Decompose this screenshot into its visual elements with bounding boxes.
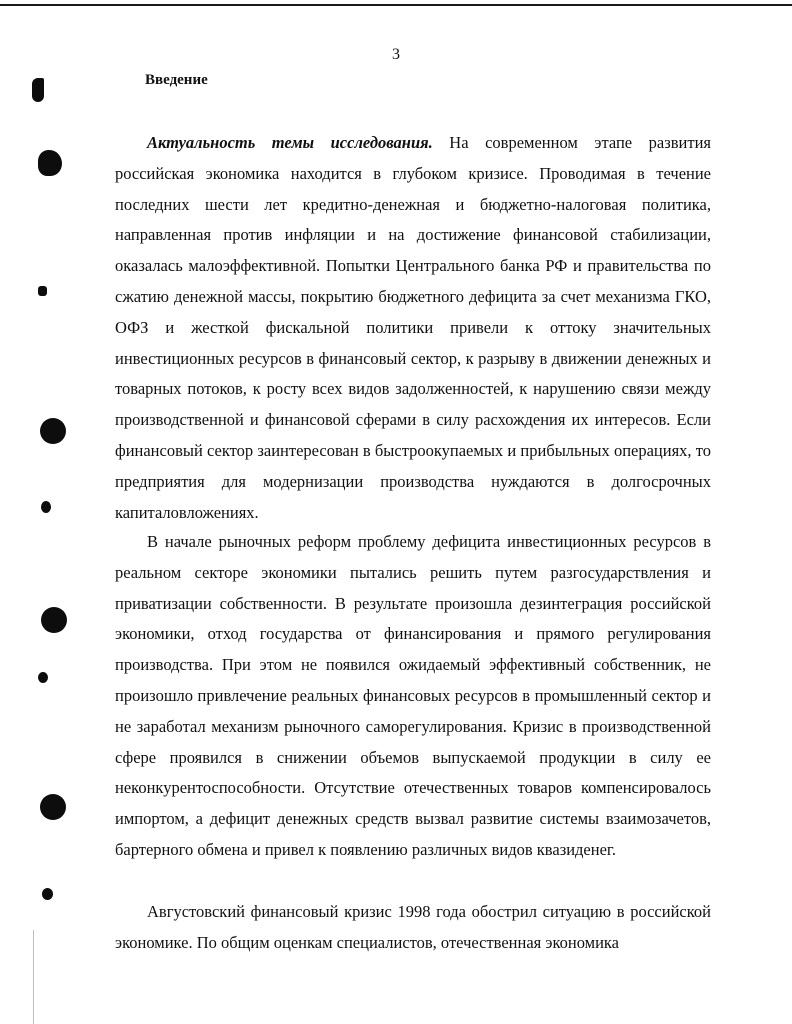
scan-mark-4 bbox=[38, 672, 48, 683]
paragraph-1 bbox=[115, 128, 711, 528]
scan-mark-2 bbox=[38, 286, 47, 296]
page-number: 3 bbox=[392, 46, 400, 63]
paragraph-1-lead: Актуальность темы исследования. bbox=[147, 133, 433, 152]
scan-top-border bbox=[0, 4, 792, 6]
scan-mark-top bbox=[32, 78, 44, 102]
paragraph-2-text: В начале рыночных реформ проблему дефицита инвестиционных ресурсов в реальном секторе экономики пытались решить путем разгосударствления и приватизации собственности. В результате произошла дезинтеграция российской экономики, отход государства от финансирования и прямого регулирования производства. При этом не появился ожидаемый эффективный собственник, не произошло привлечение реальных финансовых ресурсов в промышленный сектор и не заработал механизм рыночного саморегулирования. Кризис в производственной сфере проявился в снижении объемов выпускаемой продукции в силу ее неконкурентоспособности. Отсутствие отечественных товаров компенсировалось импортом, а дефицит денежных средств вызвал развитие системы взаимозачетов, бартерного обмена и привел к появлению различных видов квазиденег. bbox=[115, 532, 711, 859]
section-heading: Введение bbox=[145, 72, 208, 88]
punch-hole-1 bbox=[40, 418, 66, 444]
scan-mark-blob-1 bbox=[38, 150, 62, 176]
scan-edge-line bbox=[33, 930, 34, 1024]
paragraph-3-text: Августовский финансовый кризис 1998 года обострил ситуацию в российской экономике. По общим оценкам специалистов, отечественная экономика bbox=[115, 902, 711, 952]
scan-mark-5 bbox=[42, 888, 53, 900]
paragraph-2 bbox=[115, 527, 711, 866]
paragraph-3 bbox=[115, 897, 711, 959]
scan-mark-3 bbox=[41, 501, 51, 513]
punch-hole-2 bbox=[41, 607, 67, 633]
punch-hole-3 bbox=[40, 794, 66, 820]
paragraph-1-text: На современном этапе развития российская экономика находится в глубоком кризисе. Проводимая в течение последних шести лет кредитно-денежная и бюджетно-налоговая политика, направленная против инфляции и на достижение финансовой стабилизации, оказалась малоэффективной. Попытки Центрального банка РФ и правительства по сжатию денежной массы, покрытию бюджетного дефицита за счет механизма ГКО, ОФЗ и жесткой фискальной политики привели к оттоку значительных инвестиционных ресурсов в финансовый сектор, к разрыву в движении денежных и товарных потоков, к росту всех видов задолженностей, к нарушению связи между производственной и финансовой сферами в силу расхождения их интересов. Если финансовый сектор заинтересован в быстроокупаемых и прибыльных операциях, то предприятия для модернизации производства нуждаются в долгосрочных капиталовложениях. bbox=[115, 133, 712, 522]
